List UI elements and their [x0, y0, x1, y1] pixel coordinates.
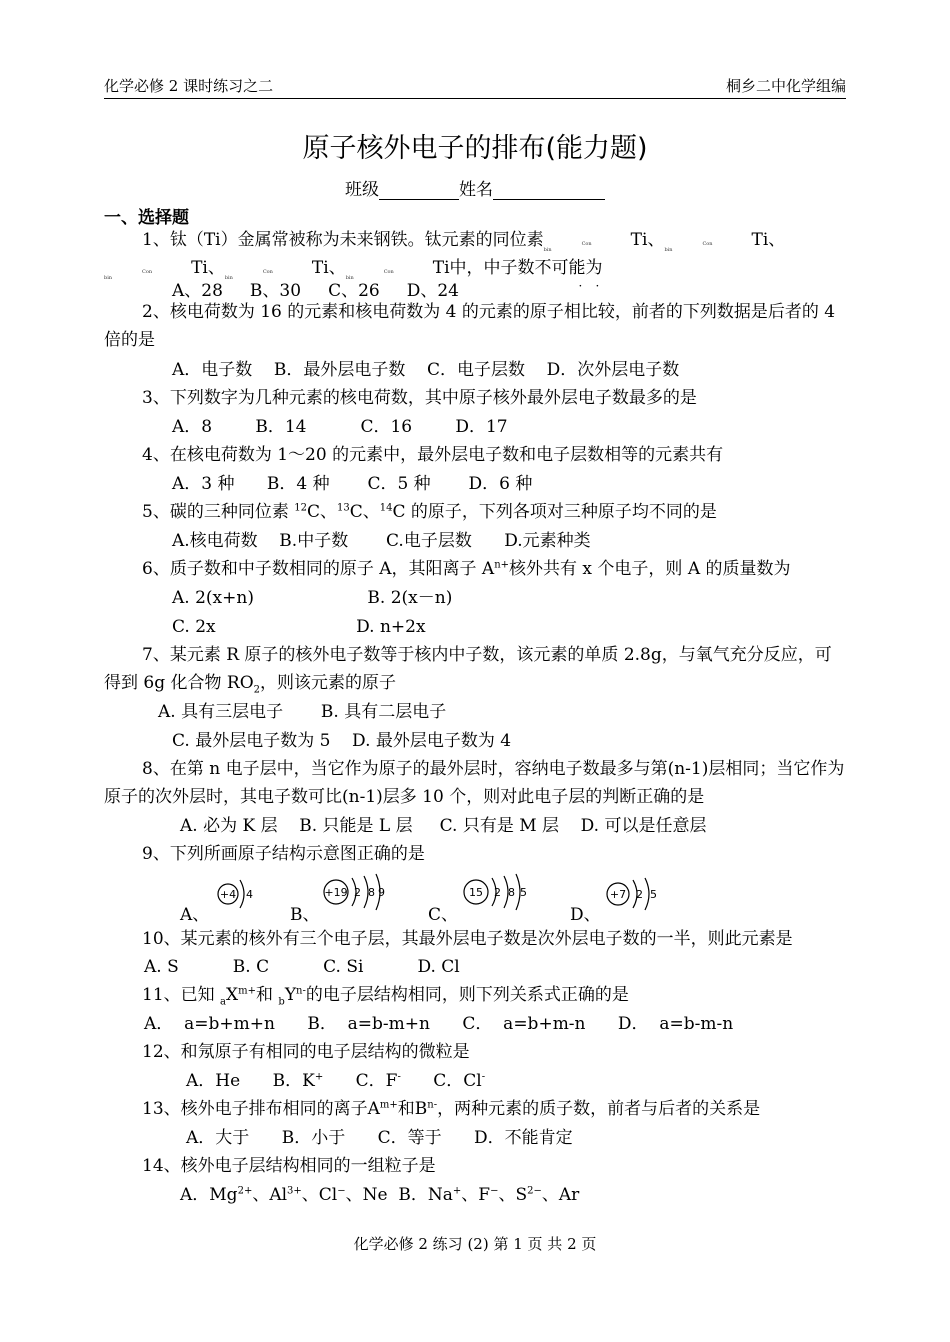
diagram-a-shell-1: 4	[246, 888, 253, 901]
question-7: 7、某元素 R 原子的核外电子数等于核内中子数，该元素的单质 2.8g，与氧气充分反应，可得到 6g 化合物 $RO_2$，则该元素的原子	[104, 645, 832, 696]
diagram-c-shell-3: 5	[520, 886, 527, 899]
diagram-d-shell-2: 5	[650, 888, 657, 901]
q10-options: A. S B. C C. Si D. Cl	[144, 957, 460, 977]
question-2: 2、核电荷数为 16 的元素和核电荷数为 4 的元素的原子相比较，前者的下列数据是后者的 4 倍的是	[104, 302, 836, 350]
atom-diagram-a	[210, 872, 270, 916]
diagram-b-shell-3: 9	[378, 886, 385, 899]
atom-diagram-d	[600, 872, 670, 916]
q9-label-c: C、	[428, 905, 459, 925]
diagram-b-nucleus: +19	[324, 886, 348, 899]
q7-options-1: A. 具有三层电子 B. 具有二层电子	[158, 702, 447, 722]
class-name-line	[0, 175, 950, 200]
class-blank[interactable]	[379, 181, 459, 200]
header-right: 桐乡二中化学组编	[725, 77, 846, 95]
isotope-2: Con bin Ti	[664, 230, 769, 253]
diagram-d-nucleus: +7	[609, 888, 627, 901]
page-title: 原子核外电子的排布(能力题)	[302, 133, 648, 164]
q4-options: A．3 种 B．4 种 C．5 种 D．6 种	[172, 474, 533, 494]
class-label: 班级	[345, 180, 379, 200]
q1-text: 1、钛（Ti）金属常被称为未来钢铁。钛元素的同位素	[142, 230, 544, 250]
header-left: 化学必修 2 课时练习之二	[104, 77, 274, 95]
question-1: 1、钛（Ti）金属常被称为未来钢铁。钛元素的同位素 Con bin Ti 、 Con bin Ti 、 Con bin Ti 、 Con bin Ti 、 Con bin Ti 中，中子数不 · 可 · 能为	[104, 226, 846, 282]
q13-options: A．大于 B．小于 C．等于 D．不能肯定	[186, 1128, 573, 1148]
atom-diagram-b	[318, 872, 398, 916]
diagram-c-shell-1: 2	[494, 886, 501, 899]
emphasis-not: 不 ·	[534, 258, 583, 293]
q8-options: A. 必为 K 层 B. 只能是 L 层 C. 只有是 M 层 D. 可以是任意层	[180, 816, 707, 836]
question-14: 14、核外电子层结构相同的一组粒子是	[142, 1156, 436, 1176]
q7-options-2: C. 最外层电子数为 5 D. 最外层电子数为 4	[172, 731, 512, 751]
diagram-c-shell-2: 8	[508, 886, 515, 899]
atom-diagram-c	[458, 872, 538, 916]
q1-options: A、28 B、30 C、26 D、24	[172, 281, 459, 301]
header-rule	[104, 98, 846, 99]
diagram-b-shell-2: 8	[368, 886, 375, 899]
page-footer: 化学必修 2 练习 (2) 第 1 页 共 2 页	[353, 1235, 597, 1253]
q9-label-b: B、	[290, 905, 320, 925]
question-10: 10、某元素的核外有三个电子层，其最外层电子数是次外层电子数的一半，则此元素是	[142, 929, 793, 949]
question-5: 5、碳的三种同位素 $^{12}$C、$^{13}$C、$^{14}$C 的原子，下列各项对三种原子均不同的是	[142, 502, 717, 522]
q12-options: A．He B．K+ C．F- C．Cl-	[186, 1071, 486, 1091]
q6-options-2: C. 2x D. n+2x	[172, 617, 426, 637]
q5-options: A.核电荷数 B.中子数 C.电子层数 D.元素种类	[172, 531, 591, 551]
diagram-d-shell-1: 2	[636, 888, 643, 901]
question-12: 12、和氖原子有相同的电子层结构的微粒是	[142, 1042, 470, 1062]
diagram-c-nucleus: 15	[469, 886, 483, 899]
q11-options: A． a=b+m+n B． a=b-m+n C． a=b+m-n D． a=b-m-n	[144, 1014, 734, 1034]
q2-options: A．电子数 B．最外层电子数 C．电子层数 D．次外层电子数	[172, 360, 680, 380]
isotope-4: Con bin Ti	[224, 258, 329, 281]
q6-options-1: A. 2(x+n) B. 2(x－n)	[172, 588, 453, 608]
q9-label-d: D、	[570, 905, 601, 925]
name-blank[interactable]	[493, 181, 605, 200]
question-13: 13、核外电子排布相同的离子$A^{m+}$和$B^{n-}$，两种元素的质子数，前者与后者的关系是	[142, 1099, 761, 1119]
q3-options: A．8 B．14 C．16 D．17	[172, 417, 508, 437]
isotope-3: Con bin Ti	[104, 258, 208, 281]
q9-label-a: A、	[180, 905, 210, 925]
section-heading: 一、选择题	[104, 208, 189, 228]
name-label: 姓名	[459, 180, 493, 200]
isotope-5: Con bin Ti	[345, 258, 450, 281]
question-8: 8、在第 n 电子层中，当它作为原子的最外层时，容纳电子数最多与第(n-1)层相同；当它作为原子的次外层时，其电子数可比(n-1)层多 10 个，则对此电子层的判断正确的是	[104, 759, 845, 807]
question-11: 11、已知 $_aX^{m+}$和 $_bY^{n-}$的电子层结构相同，则下列关系式正确的是	[142, 985, 629, 1008]
emphasis-can: 可 ·	[551, 258, 600, 293]
question-9: 9、下列所画原子结构示意图正确的是	[142, 844, 425, 864]
question-3: 3、下列数字为几种元素的核电荷数，其中原子核外最外层电子数最多的是	[142, 388, 697, 408]
question-4: 4、在核电荷数为 1～20 的元素中，最外层电子数和电子层数相等的元素共有	[142, 445, 724, 465]
diagram-b-shell-1: 2	[354, 886, 361, 899]
q14-options: A．$Mg^{2+}$、$Al^{3+}$、Cl−、Ne B．Na+、F−、$S^{2-}$、Ar	[180, 1185, 580, 1205]
isotope-1: Con bin Ti	[543, 230, 648, 253]
diagram-a-nucleus: +4	[219, 888, 237, 901]
question-6: 6、质子数和中子数相同的原子 A，其阳离子 $A^{n+}$核外共有 x 个电子，则 A 的质量数为	[142, 559, 791, 579]
